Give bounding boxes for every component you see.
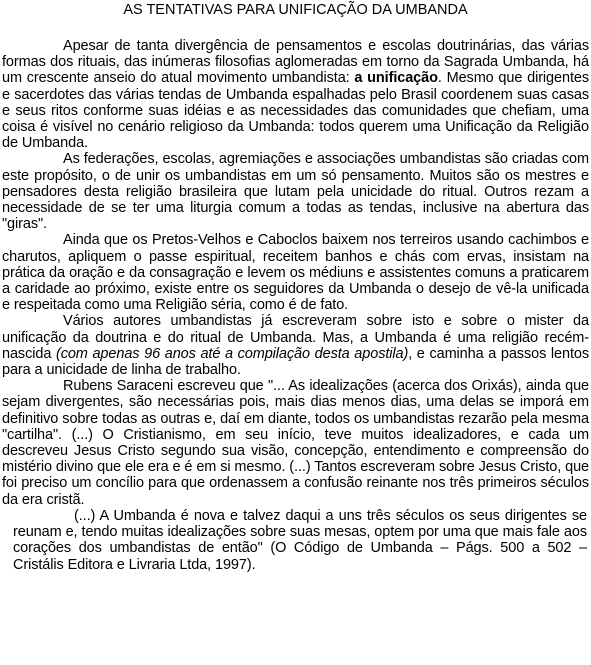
document-title: AS TENTATIVAS PARA UNIFICAÇÃO DA UMBANDA [123, 2, 468, 18]
paragraph-2: As federações, escolas, agremiações e associações umbandistas são criadas com este propósito, o de unir os umbandistas em um só pensamento. Muitos são os mestres e pensadores desta religião brasileira que lutam pela unicidade do ritual. Outros rezam a necessidade de se ter uma liturgia comum a todas as tendas, inclusive na abertura das "giras". [2, 151, 589, 233]
block-quote: (...) A Umbanda é nova e talvez daqui a uns três séculos os seus dirigentes se reunam e, tendo muitas idealizações sobre suas mesas, optem por uma que mais fale aos corações dos umbandistas de então" (O Código de Umbanda – Págs. 500 a 502 – Cristális Editora e Livraria Ltda, 1997). [13, 507, 587, 573]
paragraph-1-bold-phrase: a unificação [354, 70, 438, 87]
paragraph-5: Rubens Saraceni escreveu que "... As idealizações (acerca dos Orixás), ainda que sejam divergentes, são necessárias pois, mais dias menos dias, uma delas se imporá em definitivo sobre todas as outras e, daí em diante, todos os umbandistas rezarão pela mesma "cartilha". (...) O Cristianismo, em seu início, teve muitos idealizadores, e cada um descreveu Jesus Cristo segundo sua visão, concepção, entendimento e compreensão do mistério divino que ele era e é em si mesmo. (...) Tantos escreveram sobre Jesus Cristo, que foi preciso um concílio para que ordenassem a confusão reinante nos três primeiros séculos da era cristã. [2, 378, 589, 508]
document-page [2, 2, 589, 573]
paragraph-3: Ainda que os Pretos-Velhos e Caboclos baixem nos terreiros usando cachimbos e charutos, apliquem o passe espiritual, receitem banhos e chás com ervas, insistam na prática da oração e da consagração e levem os médiuns e assistentes comuns a praticarem a caridade ao próximo, existe entre os seguidores da Umbanda o desejo de vê-la unificada e respeitada como uma Religião séria, como é de fato. [2, 232, 589, 314]
paragraph-1-text-start: Apesar de tanta divergência de pensamentos e escolas doutrinárias, das várias formas dos rituais, das inúmeras filosofias aglomeradas em torno da Sagrada Umbanda, há um crescente anseio do atual movimento umbandista: [2, 38, 589, 87]
paragraph-4 [2, 313, 589, 378]
paragraph-4-text-start: Vários autores umbandistas já escreveram sobre isto e sobre o mister da unificação da doutrina e do ritual de Umbanda. Mas, a Umbanda é uma religião recém-nascida [2, 313, 589, 362]
paragraph-1-text-end: . Mesmo que dirigentes e sacerdotes das várias tendas de Umbanda espalhadas pelo Brasil coordenem suas casas e seus ritos conforme suas idéias e as necessidades das comunidades que chefiam, uma coisa é visível no cenário religioso da Umbanda: todos querem uma Unificação da Religião de Umbanda. [2, 70, 589, 152]
paragraph-4-text-end: , e caminha a passos lentos para a unicidade de linha de trabalho. [2, 345, 589, 379]
paragraph-1 [2, 38, 589, 151]
paragraph-4-italic-note: (com apenas 96 anos até a compilação desta apostila) [55, 345, 409, 362]
